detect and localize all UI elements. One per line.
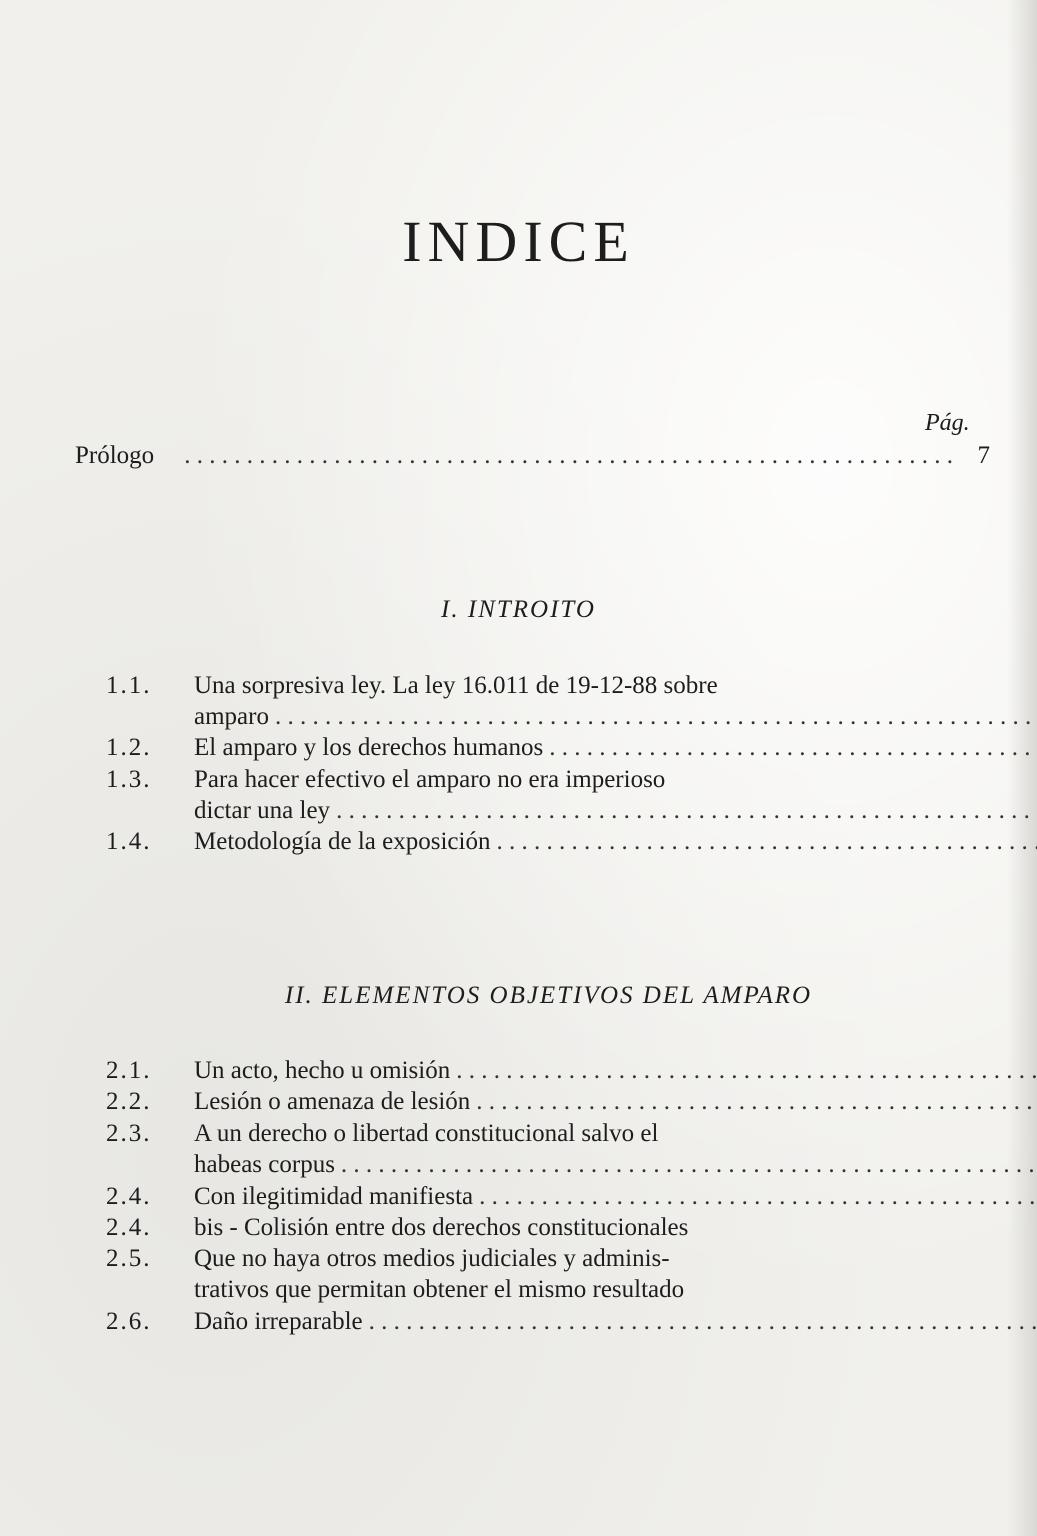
toc-entry-number: 1.1. <box>106 672 152 699</box>
toc-entry-number: 2.4. <box>106 1183 152 1210</box>
toc-entry-line: A un derecho o libertad constitucional salvo el <box>194 1120 659 1147</box>
toc-entry-line: Para hacer efectivo el amparo no era imperioso <box>194 766 666 793</box>
dot-leader <box>549 732 1037 763</box>
dot-leader <box>336 795 1037 826</box>
toc-entry-line: Daño irreparable <box>194 1308 363 1335</box>
dot-leader <box>476 1086 1037 1117</box>
toc-entry-label: Prólogo <box>75 442 155 469</box>
toc-entry-line: Lesión o amenaza de lesión <box>194 1088 471 1115</box>
toc-entry-line: Un acto, hecho u omisión <box>194 1057 451 1084</box>
toc-entry-prologue <box>75 440 990 471</box>
toc-entry-number: 2.2. <box>106 1088 152 1115</box>
toc-entry <box>106 1212 986 1243</box>
page-title: INDICE <box>402 209 635 274</box>
section-heading-elementos: II. ELEMENTOS OBJETIVOS DEL AMPARO <box>284 982 813 1009</box>
toc-entry <box>106 1118 986 1180</box>
dot-leader <box>341 1149 1037 1180</box>
page-column-header: Pág. <box>925 410 970 436</box>
toc-entry <box>106 1243 986 1305</box>
toc-entry-line: Metodología de la exposición <box>194 828 491 855</box>
dot-leader <box>184 440 954 471</box>
toc-entry-line: Con ilegitimidad manifiesta <box>194 1183 474 1210</box>
toc-entry-line: El amparo y los derechos humanos <box>194 734 544 761</box>
toc-entry-page: 7 <box>977 442 990 469</box>
toc-entry-line: Que no haya otros medios judiciales y adminis- <box>194 1245 670 1272</box>
dot-leader <box>275 701 1037 732</box>
section-heading-introito: I. INTROITO <box>441 596 596 623</box>
toc-entry-line: dictar una ley <box>194 797 331 824</box>
toc-entry-number: 1.2. <box>106 734 152 761</box>
toc-entry-number: 2.3. <box>106 1120 152 1147</box>
toc-entry <box>106 826 986 857</box>
toc-entry-number: 2.1. <box>106 1057 152 1084</box>
toc-entry-number: 1.4. <box>106 828 152 855</box>
toc-entry <box>106 1306 986 1337</box>
toc-entry <box>106 732 986 763</box>
toc-entry-number: 2.6. <box>106 1308 152 1335</box>
toc-entry-number: 2.5. <box>106 1245 152 1272</box>
toc-entry <box>106 670 986 732</box>
dot-leader <box>479 1181 1037 1212</box>
toc-entry <box>106 1086 986 1117</box>
toc-entry-line: amparo <box>194 703 269 730</box>
toc-entry-line: trativos que permitan obtener el mismo resultado <box>194 1276 685 1303</box>
dot-leader <box>496 826 1037 857</box>
toc-entry <box>106 764 986 826</box>
toc-entry-line: habeas corpus <box>194 1151 335 1178</box>
toc-entry-number: 2.4. <box>106 1214 152 1241</box>
dot-leader <box>369 1306 1037 1337</box>
dot-leader <box>456 1055 1037 1086</box>
toc-entry-line: Una sorpresiva ley. La ley 16.011 de 19-12-88 sobre <box>194 672 718 699</box>
toc-entry <box>106 1181 986 1212</box>
toc-entry-number: 1.3. <box>106 766 152 793</box>
toc-entry-line: bis - Colisión entre dos derechos constitucionales <box>194 1214 689 1241</box>
toc-entry <box>106 1055 986 1086</box>
